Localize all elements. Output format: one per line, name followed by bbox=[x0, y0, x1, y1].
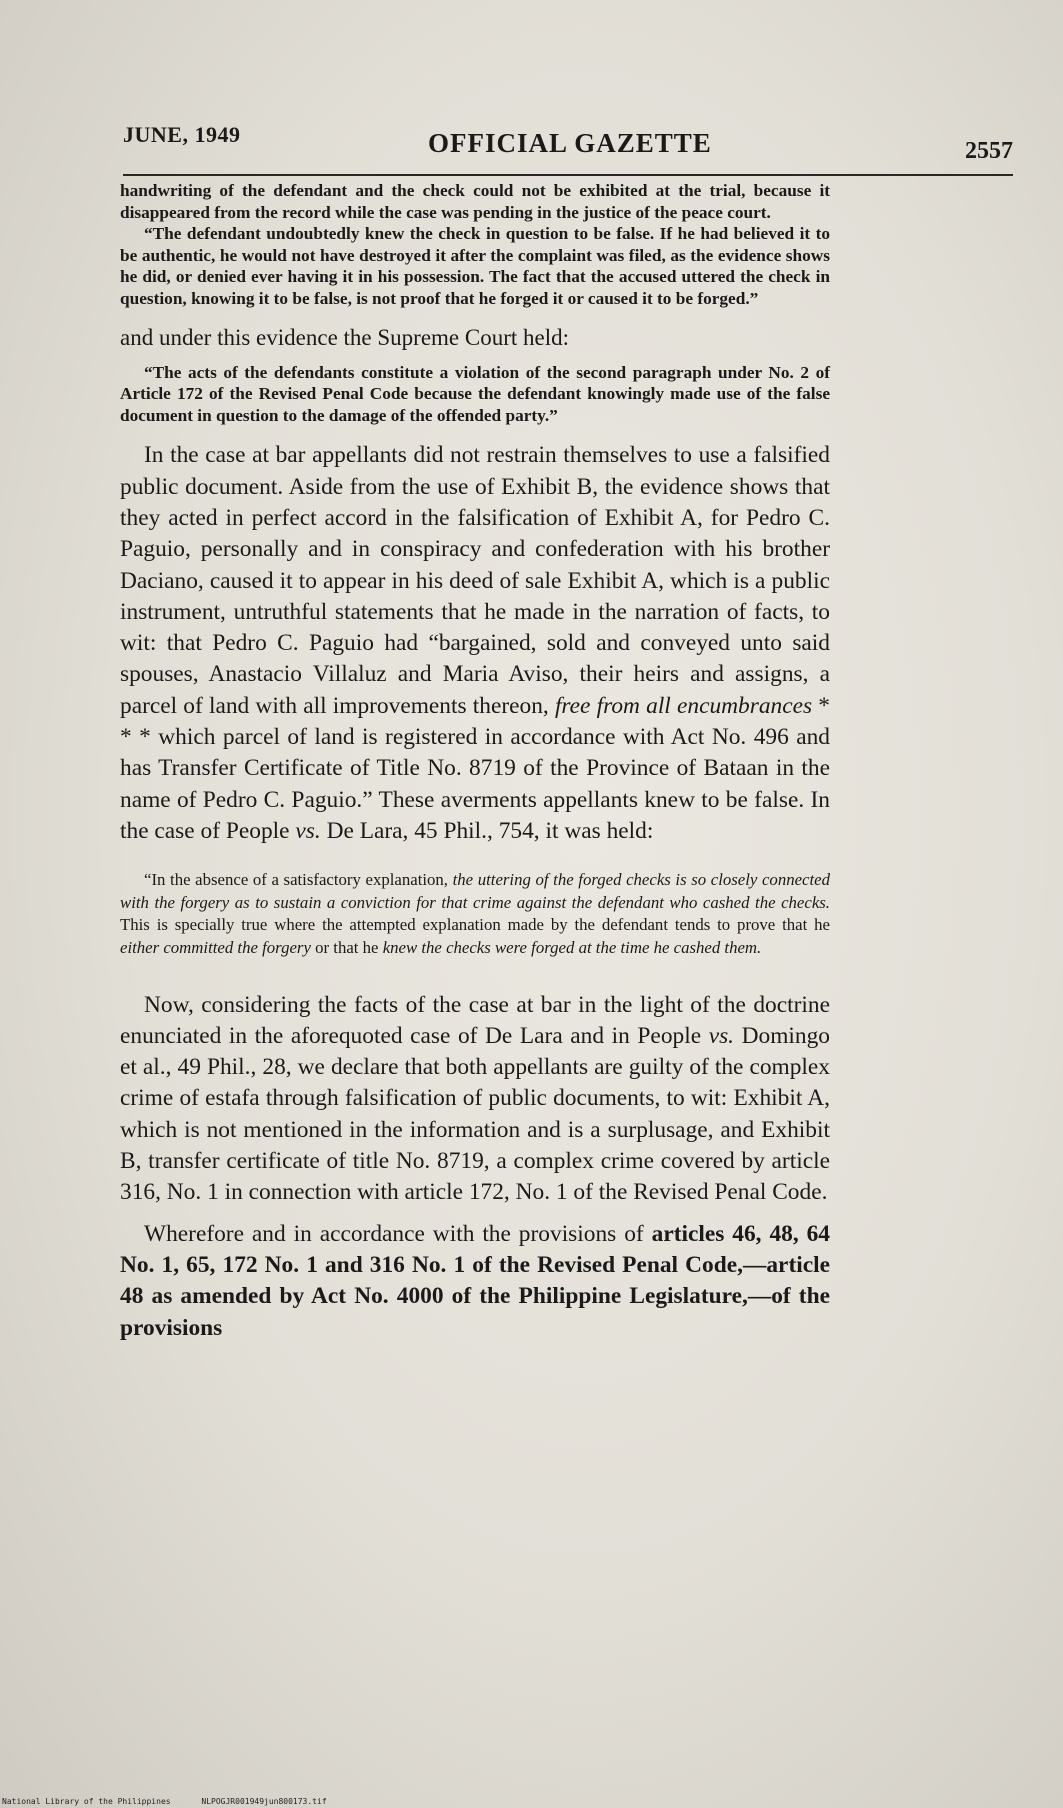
body-paragraph bbox=[120, 1219, 830, 1344]
italic-text: either committed the forgery bbox=[120, 937, 311, 957]
text-run: De Lara, 45 Phil., 754, it was held: bbox=[326, 817, 654, 844]
italic-text: vs. bbox=[295, 817, 321, 844]
page-body bbox=[120, 180, 830, 1344]
publication-title: OFFICIAL GAZETTE bbox=[428, 128, 712, 158]
quote-paragraph: “The defendant undoubtedly knew the check in question to be false. If he had believed it to be authentic, he would not have destroyed it after the complaint was filed, as the evidence shows he did, or denied ever having it in his possession. The fact that the accused uttered the check in question, knowing it to be false, is not proof that he forged it or caused it to be forged.” bbox=[120, 224, 830, 308]
body-paragraph bbox=[120, 440, 830, 847]
text-run: Domingo et al., 49 Phil., 28, we declare that both appellants are guilty of the complex crime of estafa through falsification of public documents, to wit: Exhibit A, which is not mentioned in the information and is a surplusage, and Exhibit B, transfer certificate of title No. 8719, a complex crime covered by article 316, No. 1 in connection with article 172, No. 1 of the Revised Penal Code. bbox=[120, 1022, 830, 1206]
indented-quote bbox=[120, 869, 830, 959]
text-run: In the case at bar appellants did not restrain themselves to use a falsified public document. Aside from the use of Exhibit B, the evidence shows that they acted in perfect accord in the falsification of Exhibit A, for Pedro C. Paguio, personally and in conspiracy and confederation with his brother Daciano, caused it to appear in his deed of sale Exhibit A, which is a public instrument, untruthful statements that he made in the narration of facts, to wit: that Pedro C. Paguio had “bargained, sold and conveyed unto said spouses, Anastacio Villaluz and Maria Aviso, their heirs and assigns, a parcel of land with all improvements thereon, bbox=[120, 442, 830, 719]
text-run: Wherefore and in accordance with the provisions of bbox=[144, 1220, 644, 1247]
quote-paragraph: handwriting of the defendant and the check could not be exhibited at the trial, because it disappeared from the record while the case was pending in the justice of the peace court. bbox=[120, 181, 830, 222]
quote-paragraph: “The acts of the defendants constitute a violation of the second paragraph under No. 2 of Article 172 of the Revised Penal Code because the defendant knowingly made use of the false document in question to the damage of the offended party.” bbox=[120, 362, 830, 425]
text-run: Now, considering the facts of the case at bar in the light of the doctrine enunciated in the aforequoted case of De Lara and in People bbox=[120, 991, 830, 1049]
page-header bbox=[123, 118, 1013, 176]
italic-text: knew the checks were forged at the time he cashed them. bbox=[382, 937, 762, 957]
footer-source: National Library of the Philippines bbox=[2, 1797, 171, 1806]
italic-text: free from all encumbrances bbox=[554, 692, 813, 719]
text-run: which parcel of land is registered in accordance with Act No. 496 and has Transfer Certificate of Title No. 8719 of the Province of Bataan in the name of Pedro C. Paguio.” These averments appellants knew to be false. In the case of People bbox=[120, 724, 830, 844]
ellipsis-stars: * * * bbox=[120, 692, 830, 751]
bold-text: articles 46, 48, 64 No. 1, 65, 172 No. 1 and 316 No. 1 of the Revised Penal Code,—article 48 as amended by Act No. 4000 of the Philippine Legislature,—of the provisions bbox=[120, 1220, 831, 1341]
scan-footer bbox=[2, 1797, 353, 1806]
footer-filename: NLPOGJR001949jun800173.tif bbox=[201, 1797, 327, 1806]
text-run: This is specially true where the attempted explanation made by the defendant tends to prove that he bbox=[120, 915, 830, 935]
italic-text: vs. bbox=[708, 1022, 735, 1049]
body-paragraph bbox=[120, 990, 830, 1209]
italic-text: the uttering of the forged checks is so closely connected with the forgery as to sustain a conviction for that crime against the defendant who cashed the checks. bbox=[120, 870, 830, 912]
issue-date: JUNE, 1949 bbox=[123, 122, 241, 147]
text-run: “In the absence of a satisfactory explanation, bbox=[144, 870, 448, 890]
page-number: 2557 bbox=[965, 138, 1013, 164]
lead-in-text: and under this evidence the Supreme Court held: bbox=[120, 324, 570, 350]
text-run: or that he bbox=[315, 937, 379, 957]
